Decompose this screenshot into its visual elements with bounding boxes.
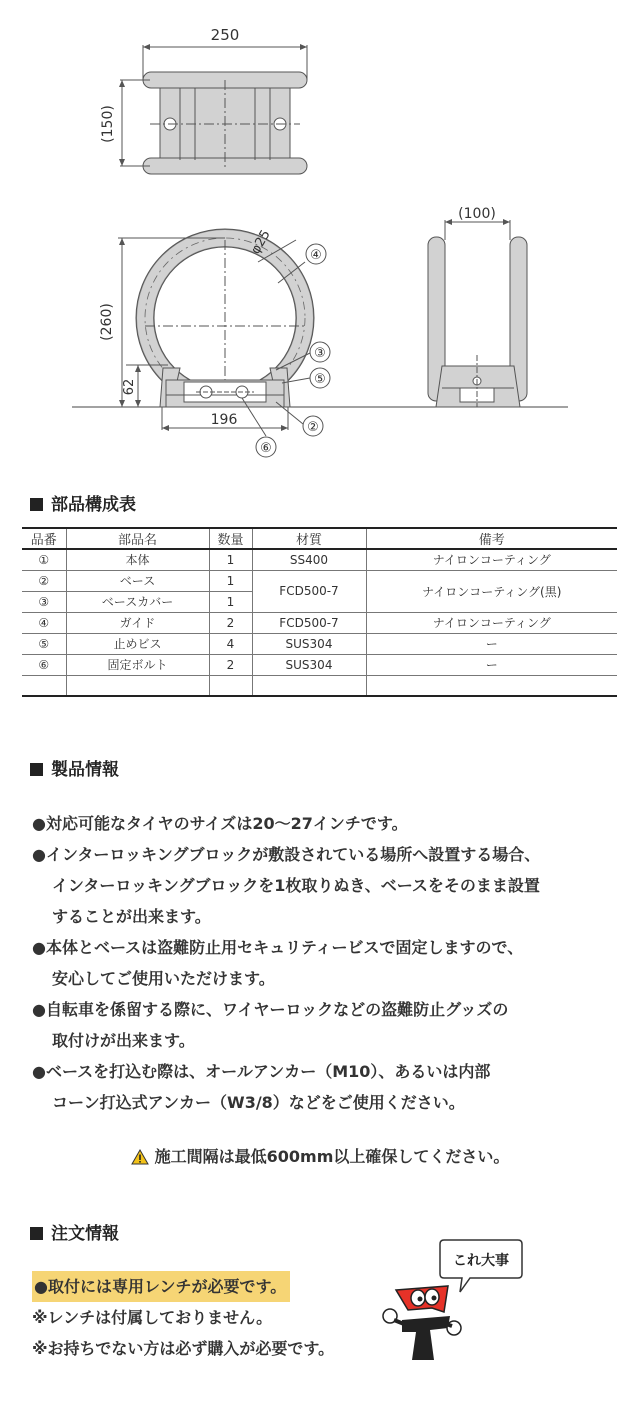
col-notes: 備考 [366,528,617,549]
part-name: 本体 [66,549,209,570]
dim-top-height: (150) [100,105,116,143]
part-qty: 2 [209,654,252,675]
info-line: 取付けが出来ます。 [52,1031,195,1050]
dim-base-width: 196 [210,412,238,428]
table-row [22,570,617,591]
order-line: ※お持ちでない方は必ず購入が必要です。 [32,1339,335,1358]
part-note: ナイロンコーティング [366,549,617,570]
callout-5: ⑤ [314,372,326,387]
part-material: SUS304 [252,633,366,654]
part-no: ⑤ [22,633,66,654]
part-qty: 1 [209,570,252,591]
info-line: コーン打込式アンカー（W3/8）などをご使用ください。 [52,1093,465,1112]
dim-top-width: 250 [210,26,240,44]
wrench-required-note: ●取付には専用レンチが必要です。 [32,1271,290,1302]
dim-pipe-diameter: φ25 [248,227,274,257]
warning-icon [131,1149,149,1165]
part-qty: 1 [209,591,252,612]
part-no: ① [22,549,66,570]
table-row [22,612,617,633]
dim-side-width: (100) [458,206,496,222]
table-row [22,633,617,654]
mascot-figure [383,1286,461,1360]
table-row [22,654,617,675]
side-view [428,219,527,407]
dim-front-height: (260) [99,303,115,341]
parts-section-title: 部品構成表 [51,495,136,515]
order-line: ※レンチは付属しておりません。 [32,1308,273,1327]
part-qty: 2 [209,612,252,633]
part-qty: 1 [209,549,252,570]
front-view [118,229,314,436]
col-part-name: 部品名 [66,528,209,549]
info-line: ●インターロッキングブロックが敷設されている場所へ設置する場合、 [32,845,541,864]
part-note: ー [366,633,617,654]
mascot-illustration [378,1236,528,1366]
part-note: ナイロンコーティング(黒) [366,570,617,612]
parts-table-header [22,528,617,549]
part-no: ⑥ [22,654,66,675]
product-section-title: 製品情報 [51,760,119,780]
order-section-heading [30,1219,119,1244]
callout-4: ④ [310,248,322,263]
part-material: SS400 [252,549,366,570]
part-name: 固定ボルト [66,654,209,675]
part-no: ② [22,570,66,591]
info-line: ●自転車を係留する際に、ワイヤーロックなどの盗難防止グッズの [32,1000,509,1019]
callout-2: ② [307,420,319,435]
technical-drawing [0,0,640,470]
info-line: 安心してご使用いただけます。 [52,969,275,988]
part-no: ④ [22,612,66,633]
square-bullet-icon [30,763,43,776]
order-info [32,1271,334,1364]
col-material: 材質 [252,528,366,549]
info-line: することが出来ます。 [52,907,211,926]
part-no: ③ [22,591,66,612]
part-material: SUS304 [252,654,366,675]
part-name: ガイド [66,612,209,633]
order-section-title: 注文情報 [51,1224,119,1244]
part-name: 止めビス [66,633,209,654]
part-material: FCD500-7 [252,570,366,612]
product-section-heading [30,755,119,780]
spacing-warning [0,1144,640,1167]
info-line: ●本体とベースは盗難防止用セキュリティービスで固定しますので、 [32,938,524,957]
square-bullet-icon [30,498,43,511]
top-view [119,44,307,174]
part-name: ベースカバー [66,591,209,612]
part-note: ナイロンコーティング [366,612,617,633]
parts-table [22,527,617,697]
part-name: ベース [66,570,209,591]
part-material: FCD500-7 [252,612,366,633]
speech-bubble [440,1240,522,1292]
bubble-text: これ大事 [453,1253,509,1269]
parts-section-heading [30,490,136,515]
callout-6: ⑥ [260,441,272,456]
table-row [22,549,617,570]
col-quantity: 数量 [209,528,252,549]
table-row-empty [22,675,617,696]
info-line: ●ベースを打込む際は、オールアンカー（M10）、あるいは内部 [32,1062,491,1081]
square-bullet-icon [30,1227,43,1240]
callout-3: ③ [314,346,326,361]
product-info-list [32,808,622,1118]
warning-text: 施工間隔は最低600mm以上確保してください。 [154,1147,510,1166]
col-part-no: 品番 [22,528,66,549]
dim-base-height: 62 [122,378,137,396]
info-line: インターロッキングブロックを1枚取りぬき、ベースをそのまま設置 [52,876,540,895]
part-qty: 4 [209,633,252,654]
info-line: ●対応可能なタイヤのサイズは20〜27インチです。 [32,814,408,833]
part-note: ー [366,654,617,675]
